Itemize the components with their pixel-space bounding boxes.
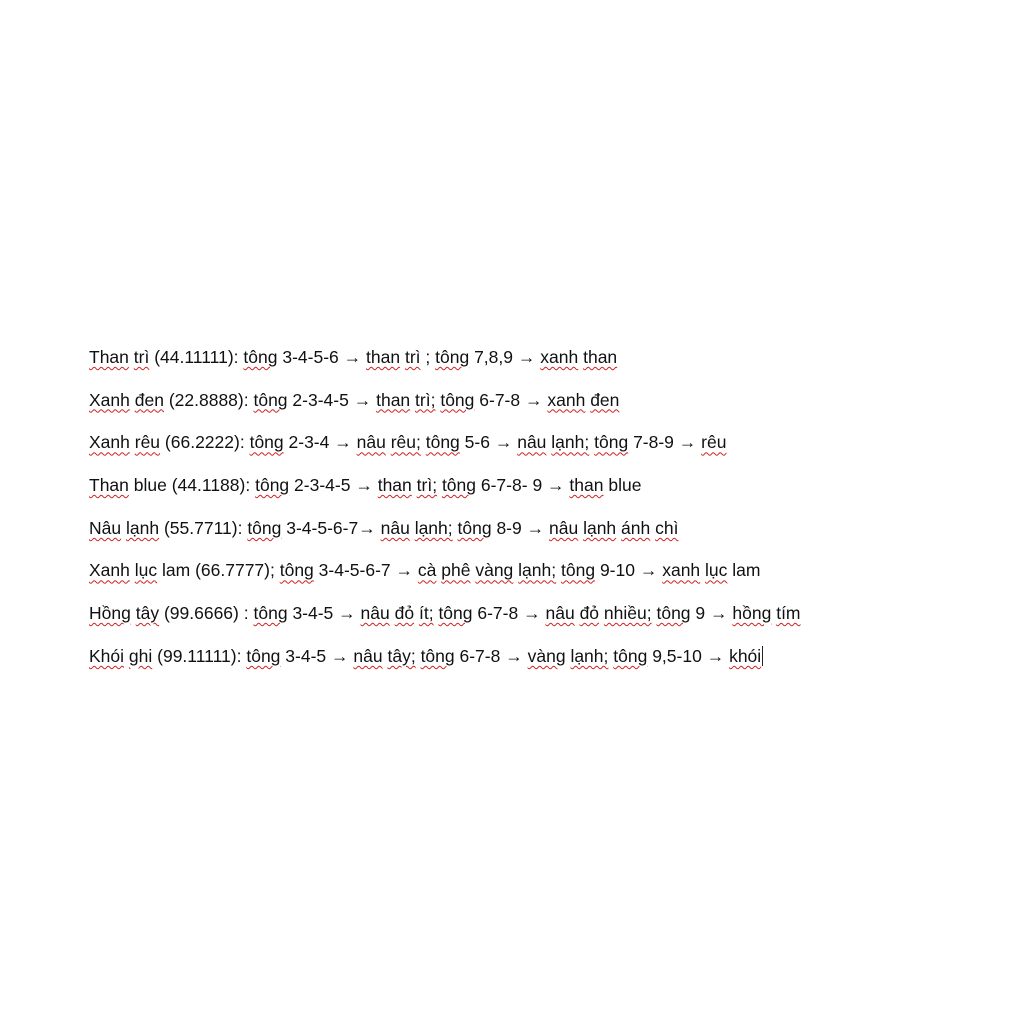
text-line-5[interactable]: Nâu lạnh (55.7711): tông 3-4-5-6-7→ nâu lạnh; tông 8-9 → nâu lạnh ánh chì: [89, 517, 679, 538]
text-line-7[interactable]: Hồng tây (99.6666) : tông 3-4-5 → nâu đỏ ít; tông 6-7-8 → nâu đỏ nhiều; tông 9 → hồng tím: [89, 603, 801, 624]
document-body[interactable]: [89, 343, 1009, 685]
text-line-3[interactable]: Xanh rêu (66.2222): tông 2-3-4 → nâu rêu; tông 5-6 → nâu lạnh; tông 7-8-9 → rêu: [89, 432, 727, 453]
text-line-6[interactable]: Xanh lục lam (66.7777); tông 3-4-5-6-7 → cà phê vàng lạnh; tông 9-10 → xanh lục lam: [89, 560, 761, 581]
text-cursor: [762, 646, 763, 666]
text-line-4[interactable]: Than blue (44.1188): tông 2-3-4-5 → than trì; tông 6-7-8- 9 → than blue: [89, 475, 642, 496]
text-line-1[interactable]: Than trì (44.11111): tông 3-4-5-6 → than trì ; tông 7,8,9 → xanh than: [89, 347, 618, 367]
text-line-8[interactable]: Khói ghi (99.11111): tông 3-4-5 → nâu tây; tông 6-7-8 → vàng lạnh; tông 9,5-10 → khói: [89, 645, 762, 666]
text-line-2[interactable]: Xanh đen (22.8888): tông 2-3-4-5 → than trì; tông 6-7-8 → xanh đen: [89, 389, 620, 410]
